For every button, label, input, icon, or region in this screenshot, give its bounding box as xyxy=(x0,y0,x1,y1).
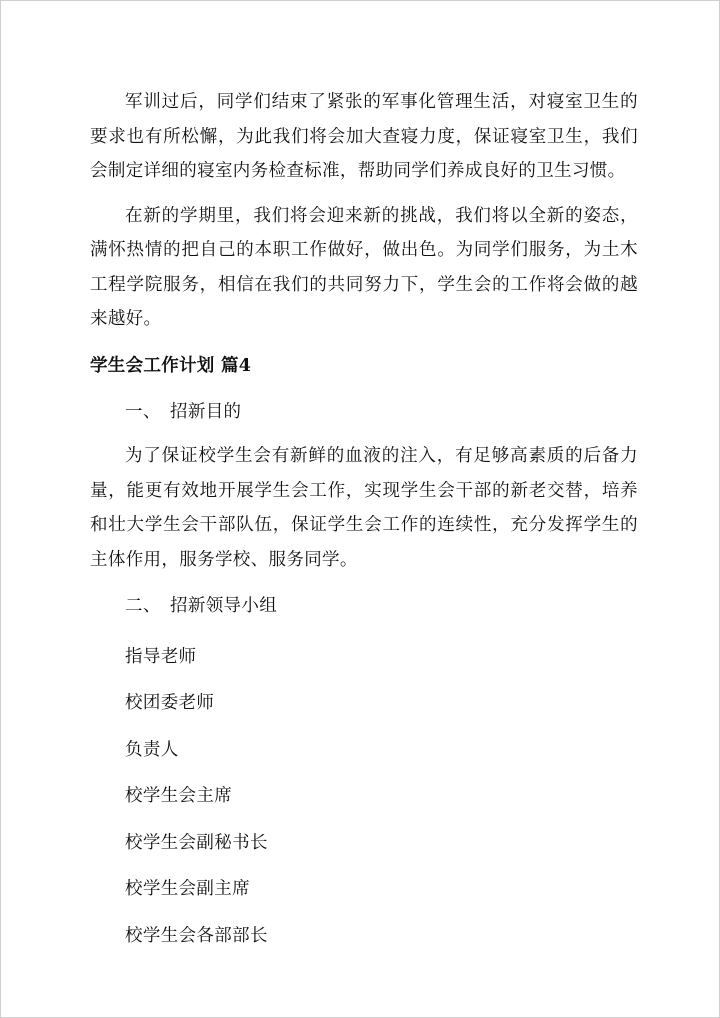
section1-title xyxy=(90,395,638,430)
list-item: 指导老师 xyxy=(125,646,197,667)
paragraph-dorm-hygiene: 军训过后，同学们结束了紧张的军事化管理生活，对寝室卫生的要求也有所松懈，为此我们将会加大查寝力度，保证寝室卫生，我们会制定详细的寝室内务检查标准，帮助同学们养成良好的卫生习惯。 xyxy=(90,92,638,181)
paragraph-new-semester: 在新的学期里，我们将会迎来新的挑战，我们将以全新的姿态，满怀热情的把自己的本职工作做好，做出色。为同学们服务，为土木工程学院服务，相信在我们的共同努力下，学生会的工作将会做的越来越好。 xyxy=(90,205,638,329)
section2-title-text: 招新领导小组 xyxy=(170,596,278,616)
list-item: 校学生会副主席 xyxy=(125,879,250,899)
list-item: 校学生会主席 xyxy=(125,786,233,806)
document-content xyxy=(90,85,638,959)
section2-number: 二、 xyxy=(125,596,161,616)
list-item: 负责人 xyxy=(125,739,179,760)
section1-title-text: 招新目的 xyxy=(170,401,242,422)
leadership-list xyxy=(90,634,638,960)
list-item: 校学生会副秘书长 xyxy=(125,832,268,853)
list-item: 校学生会各部部长 xyxy=(125,925,268,946)
section1-body: 为了保证校学生会有新鲜的血液的注入，有足够高素质的后备力量，能更有效地开展学生会工作，实现学生会干部的新老交替，培养和壮大学生会干部队伍，保证学生会工作的连续性，充分发挥学生的主体作用，服务学校、服务同学。 xyxy=(90,446,638,570)
section1-number: 一、 xyxy=(125,401,161,422)
section-heading: 学生会工作计划 篇4 xyxy=(90,355,252,376)
section2-title xyxy=(90,589,638,624)
list-item: 校团委老师 xyxy=(125,693,215,713)
